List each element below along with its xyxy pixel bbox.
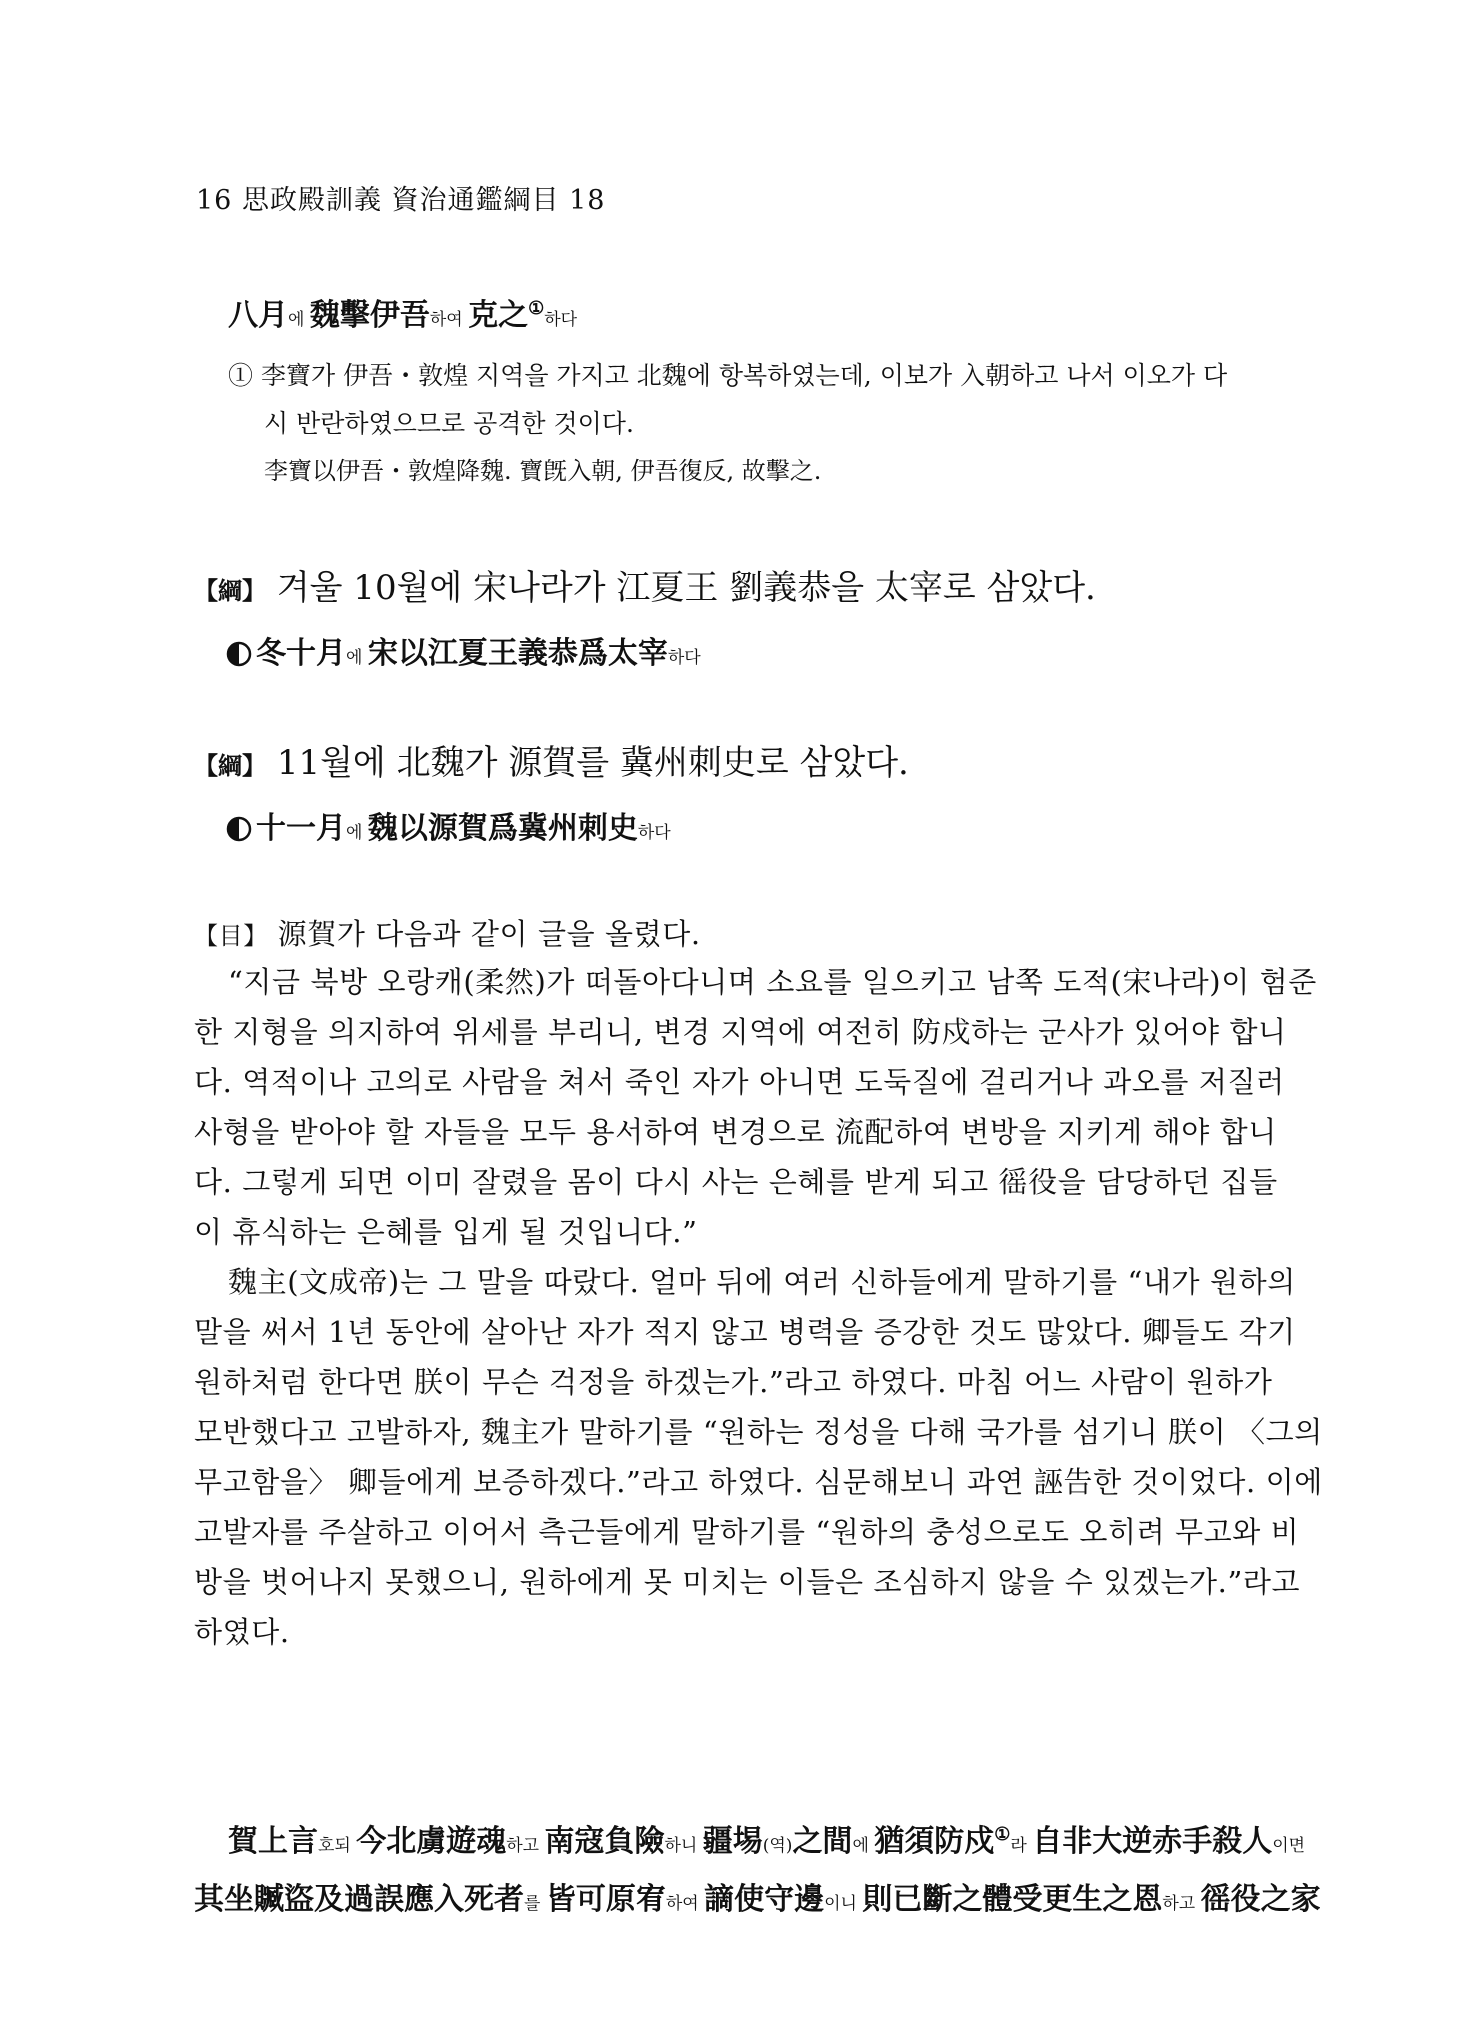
kang-label: 【綱】 — [194, 751, 266, 780]
text: 其坐贓盜及過誤應入死者 — [194, 1882, 524, 1917]
text: 冬十月 — [256, 636, 346, 671]
text: 하여 — [665, 1894, 705, 1914]
text: 하여 — [429, 310, 469, 330]
entry3-kang-line — [194, 735, 909, 784]
entry3-original-line — [226, 803, 671, 850]
text: 南寇負險 — [544, 1824, 665, 1859]
text: 賀上言 — [228, 1824, 318, 1859]
text: 이면 — [1272, 1836, 1306, 1856]
running-header: 16 思政殿訓義 資治通鑑綱目 18 — [196, 185, 606, 216]
mok-text-line: 한 지형을 의지하여 위세를 부리니, 변경 지역에 여전히 防戍하는 군사가 있어야 합니 — [194, 1015, 1287, 1049]
text: 하고 — [1162, 1894, 1201, 1914]
mok-text-line: 魏主(文成帝)는 그 말을 따랐다. 얼마 뒤에 여러 신하들에게 말하기를 “내가 원하의 — [228, 1265, 1296, 1299]
text: 疆埸 — [702, 1824, 763, 1859]
original-text-line-2 — [194, 1874, 1321, 1918]
text: 호되 — [318, 1836, 357, 1856]
text: 하다 — [667, 648, 701, 668]
half-circle-icon — [226, 815, 252, 850]
text: (역) — [762, 1836, 793, 1856]
entry1-original-line — [228, 290, 577, 334]
text: 之間 — [792, 1824, 853, 1859]
text: 八月 — [228, 298, 288, 333]
text: 謫使守邊 — [704, 1882, 825, 1917]
entry2-kang-line — [194, 560, 1096, 609]
text: 이니 — [824, 1894, 863, 1914]
original-text-line-1 — [228, 1816, 1305, 1860]
kang-label: 【綱】 — [194, 576, 266, 605]
footnote-line-2: 시 반란하였으므로 공격한 것이다. — [264, 409, 634, 438]
text: 今北虜遊魂 — [356, 1824, 507, 1859]
text: 11월에 北魏가 源賀를 冀州刺史로 삼았다. — [276, 743, 909, 783]
text: 皆可原宥 — [545, 1882, 666, 1917]
footnote-marker: ① — [528, 298, 545, 319]
mok-text-line: “지금 북방 오랑캐(柔然)가 떠돌아다니며 소요를 일으키고 남쪽 도적(宋나라)이 험준 — [228, 965, 1317, 999]
mok-text-line: 방을 벗어나지 못했으니, 원하에게 못 미치는 이들은 조심하지 않을 수 있겠는가.”라고 — [194, 1565, 1301, 1599]
text: 宋以江夏王義恭爲太宰 — [367, 636, 668, 671]
text: 十一月 — [256, 811, 346, 846]
text: 則已斷之體受更生之恩 — [862, 1882, 1163, 1917]
text: 克之 — [468, 298, 529, 333]
mok-text-line: 다. 역적이나 고의로 사람을 쳐서 죽인 자가 아니면 도둑질에 걸리거나 과오를 저질러 — [194, 1065, 1285, 1099]
footnote-marker: ① — [994, 1824, 1011, 1845]
mok-text-line: 원하처럼 한다면 朕이 무슨 걱정을 하겠는가.”라고 하였다. 마침 어느 사람이 원하가 — [194, 1365, 1273, 1399]
mok-text-line: 사형을 받아야 할 자들을 모두 용서하여 변경으로 流配하여 변방을 지키게 해야 합니 — [194, 1115, 1277, 1149]
text: 源賀가 다음과 같이 글을 올렸다. — [277, 917, 701, 951]
mok-text-line: 모반했다고 고발하자, 魏主가 말하기를 “원하는 정성을 다해 국가를 섬기니 朕이 〈그의 — [194, 1415, 1323, 1449]
text: 하고 — [506, 1836, 545, 1856]
text: 라 — [1010, 1836, 1033, 1856]
text: 魏以源賀爲冀州刺史 — [367, 811, 638, 846]
text: 魏擊伊吾 — [309, 298, 430, 333]
text: 李寶가 伊吾・敦煌 지역을 가지고 北魏에 항복하였는데, 이보가 入朝하고 나서 이오가 다 — [260, 361, 1228, 390]
mok-label: 【目】 — [194, 922, 268, 950]
text: 에 — [346, 823, 368, 843]
footnote-number: ① — [228, 361, 254, 390]
text: 하다 — [637, 823, 671, 843]
text: 하다 — [544, 310, 578, 330]
footnote-line-3: 李寶以伊吾・敦煌降魏. 寶旣入朝, 伊吾復反, 故擊之. — [264, 457, 822, 485]
mok-text-line: 다. 그렇게 되면 이미 잘렸을 몸이 다시 사는 은혜를 받게 되고 徭役을 담당하던 집들 — [194, 1165, 1278, 1199]
text: 徭役之家 — [1200, 1882, 1321, 1917]
mok-text-line: 이 휴식하는 은혜를 입게 될 것입니다.” — [194, 1215, 698, 1249]
mok-first-line — [194, 912, 701, 953]
text: 에 — [852, 1836, 875, 1856]
mok-text-line: 말을 써서 1년 동안에 살아난 자가 적지 않고 병력을 증강한 것도 많았다. 卿들도 각기 — [194, 1315, 1296, 1349]
text: 를 — [524, 1894, 546, 1914]
text: 에 — [346, 648, 368, 668]
text: 겨울 10월에 宋나라가 江夏王 劉義恭을 太宰로 삼았다. — [276, 568, 1096, 608]
mok-text-line: 고발자를 주살하고 이어서 측근들에게 말하기를 “원하의 충성으로도 오히려 무고와 비 — [194, 1515, 1300, 1549]
half-circle-icon — [226, 640, 252, 675]
mok-text-line: 하였다. — [194, 1615, 290, 1649]
text: 自非大逆赤手殺人 — [1032, 1824, 1273, 1859]
text: 猶須防戍 — [874, 1824, 995, 1859]
footnote-line-1 — [228, 356, 1227, 392]
mok-text-line: 무고함을〉 卿들에게 보증하겠다.”라고 하였다. 심문해보니 과연 誣告한 것이었다. 이에 — [194, 1465, 1323, 1499]
text: 에 — [288, 310, 310, 330]
text: 하니 — [664, 1836, 703, 1856]
entry2-original-line — [226, 628, 701, 675]
